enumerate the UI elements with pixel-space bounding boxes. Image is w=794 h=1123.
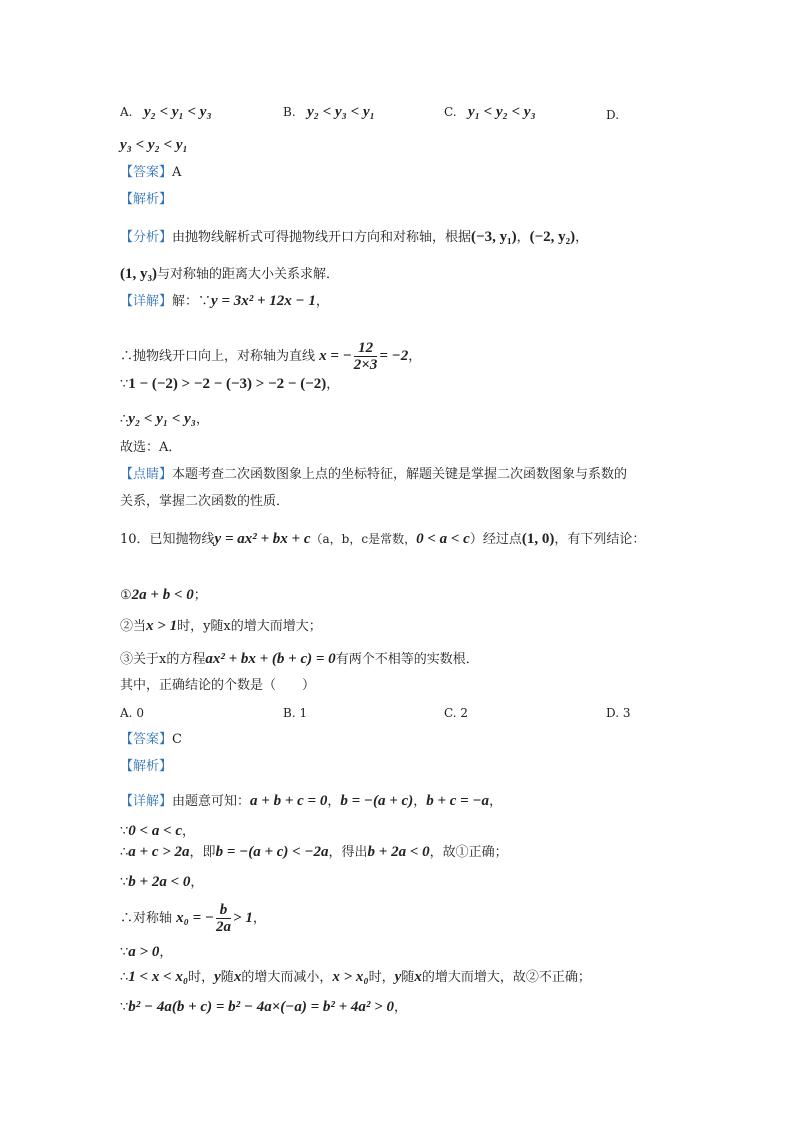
detail-math: b = −(a + c) < −2a — [215, 844, 329, 860]
conclusion-text: ②当 — [120, 619, 147, 634]
analysis-tag: 【解析】 — [120, 759, 173, 774]
option-label: A. — [120, 105, 133, 119]
option-math: y₃ < y₂ < y₁ — [120, 137, 188, 153]
q10-answer — [120, 731, 182, 749]
q9-option-a — [120, 104, 212, 121]
comment-text: 关系，掌握二次函数的性质． — [120, 494, 290, 509]
therefore-symbol: ∴ — [120, 970, 129, 985]
q9-comment-line1 — [120, 466, 627, 484]
detail-text: 时， — [188, 970, 215, 985]
q9-detail-line3 — [120, 375, 339, 394]
detail-text: 的增大而增大，故②不正确； — [421, 970, 591, 985]
detail-math: b = −(a + c) — [340, 793, 414, 809]
detail-math: x — [414, 969, 422, 985]
because-symbol: ∵ — [120, 875, 129, 890]
detail-math: 0 < a < c — [128, 823, 183, 839]
detail-math: y — [394, 969, 402, 985]
answer-value: C — [172, 732, 182, 747]
detail-text: 的增大而减小， — [241, 970, 333, 985]
q10-detail-line2 — [120, 822, 195, 841]
q10-analysis-heading — [120, 758, 172, 776]
detail-text: ，即 — [189, 845, 216, 860]
detail-math: a > 0 — [128, 944, 160, 960]
q10-option-a — [120, 706, 144, 720]
stem-text: ，有下列结论： — [554, 532, 646, 547]
q9-fenxi-line1 — [120, 228, 588, 247]
fraction-denominator: 2×3 — [353, 357, 378, 373]
detail-math: b + c = −a — [426, 793, 490, 809]
detail-math: x > x₀ — [332, 969, 369, 985]
q10-conclusion-1 — [120, 586, 207, 605]
option-label: B. — [283, 706, 296, 720]
stem-text: 10．已知抛物线 — [120, 532, 215, 547]
comment-tag: 【点睛】 — [120, 467, 173, 482]
separator: ， — [182, 824, 196, 839]
fraction-denominator: 2a — [216, 919, 232, 935]
q10-option-d — [606, 706, 630, 720]
separator: ， — [516, 230, 530, 245]
separator: ， — [408, 349, 422, 364]
option-label: C. — [444, 105, 457, 119]
option-value: 3 — [622, 706, 631, 720]
detail-text: 解：∵ — [172, 294, 212, 309]
separator: ， — [252, 911, 266, 926]
stem-point: (1, 0) — [521, 531, 555, 547]
q10-conclusion-2 — [120, 617, 322, 636]
q9-option-b — [283, 104, 375, 121]
detail-text: ∴对称轴 — [120, 911, 173, 926]
stem-equation: y = ax² + bx + c — [214, 531, 311, 547]
fenxi-text: 由抛物线解析式可得抛物线开口方向和对称轴，根据 — [172, 230, 472, 245]
q10-detail-line5 — [120, 898, 266, 939]
detail-text: 随 — [401, 970, 415, 985]
conclusion-math: x > 1 — [146, 618, 178, 634]
q10-stem — [120, 530, 645, 549]
conclusion-text: ； — [193, 588, 207, 603]
detail-math: a + b + c = 0 — [250, 793, 328, 809]
choose-text: 故选：A． — [120, 440, 182, 455]
detail-text: 随 — [220, 970, 234, 985]
option-value: 1 — [299, 706, 308, 720]
analysis-tag: 【解析】 — [120, 192, 173, 207]
q9-choose — [120, 439, 181, 457]
because-symbol: ∵ — [120, 945, 129, 960]
detail-text: 时， — [368, 970, 395, 985]
conclusion-text: 时，y随x的增大而增大； — [177, 619, 322, 634]
q10-option-b — [283, 706, 307, 720]
fraction-numerator: b — [216, 902, 231, 919]
separator: ， — [190, 875, 204, 890]
detail-text: ，故①正确； — [429, 845, 508, 860]
option-label: D. — [606, 108, 620, 122]
q10-detail-line4 — [120, 873, 203, 892]
point-2: (−2, y₂) — [529, 229, 576, 245]
answer-tag: 【答案】 — [120, 165, 173, 180]
detail-text: ∴抛物线开口向上，对称轴为直线 — [120, 349, 316, 364]
q9-option-d-label — [606, 108, 619, 122]
detail-math: a + c > 2a — [128, 844, 190, 860]
option-value: 0 — [136, 706, 144, 720]
separator: ， — [315, 294, 329, 309]
axis-rhs: = −2 — [379, 348, 409, 364]
axis-rhs: > 1 — [233, 910, 253, 926]
distance-inequality: 1 − (−2) > −2 − (−3) > −2 − (−2) — [128, 376, 327, 392]
answer-value: A — [172, 165, 182, 180]
therefore-symbol: ∴ — [120, 845, 129, 860]
detail-math: b + 2a < 0 — [128, 874, 191, 890]
option-math: y₂ < y₃ < y₁ — [307, 104, 375, 120]
result-inequality: y₂ < y₁ < y₃ — [128, 411, 197, 427]
q10-detail-line6 — [120, 943, 172, 962]
separator: ， — [326, 377, 340, 392]
detail-math: x — [233, 969, 242, 985]
q10-detail-line1 — [120, 792, 502, 811]
option-label: D. — [606, 706, 620, 720]
q10-question — [120, 677, 315, 695]
separator: ， — [159, 945, 173, 960]
option-math: y₁ < y₂ < y₃ — [468, 104, 536, 120]
option-value: 2 — [460, 706, 469, 720]
q10-detail-line7 — [120, 968, 591, 987]
axis-lhs: x₀ = − — [176, 910, 215, 926]
detail-text: ，得出 — [328, 845, 368, 860]
detail-math: y — [214, 969, 221, 985]
fenxi-tag: 【分析】 — [120, 230, 173, 245]
option-label: C. — [444, 706, 457, 720]
fenxi-text: 与对称轴的距离大小关系求解． — [157, 267, 340, 282]
q10-conclusion-3 — [120, 650, 479, 669]
comment-text: 本题考查二次函数图象上点的坐标特征，解题关键是掌握二次函数图象与系数的 — [172, 467, 628, 482]
parabola-equation: y = 3x² + 12x − 1 — [211, 293, 316, 309]
option-label: A. — [120, 706, 133, 720]
q10-detail-line3 — [120, 843, 508, 862]
axis-fraction — [216, 902, 231, 935]
answer-tag: 【答案】 — [120, 732, 173, 747]
q9-analysis-heading — [120, 191, 172, 209]
q9-detail-line4 — [120, 410, 209, 429]
stem-text: ）经过点 — [469, 532, 522, 547]
detail-math: 1 < x < x₀ — [128, 969, 189, 985]
detail-math: b + 2a < 0 — [367, 844, 430, 860]
stem-text: （a，b，c是常数， — [310, 532, 417, 546]
q9-option-c — [444, 104, 536, 121]
fraction-numerator: 12 — [354, 340, 378, 357]
because-symbol: ∵ — [120, 824, 129, 839]
conclusion-text: ③关于x的方程 — [120, 652, 206, 667]
separator: ， — [575, 230, 589, 245]
point-3: (1, y₃) — [120, 266, 157, 282]
separator: ， — [196, 412, 210, 427]
stem-condition: 0 < a < c — [416, 531, 470, 547]
axis-fraction — [354, 340, 378, 373]
q10-option-c — [444, 706, 468, 720]
detail-tag: 【详解】 — [120, 794, 173, 809]
conclusion-number: ① — [120, 588, 132, 603]
therefore-symbol: ∴ — [120, 412, 129, 427]
separator: ， — [489, 794, 503, 809]
q9-answer — [120, 164, 181, 182]
detail-tag: 【详解】 — [120, 294, 173, 309]
separator: ， — [413, 794, 427, 809]
option-label: B. — [283, 105, 296, 119]
q9-detail-line2 — [120, 336, 421, 377]
q9-fenxi-line2 — [120, 265, 339, 284]
question-text: 其中，正确结论的个数是（ ） — [120, 678, 316, 693]
separator: ， — [393, 1000, 407, 1015]
q10-detail-line8 — [120, 998, 407, 1017]
discriminant: b² − 4a(b + c) = b² − 4a×(−a) = b² + 4a² > 0 — [128, 999, 394, 1015]
separator: ， — [327, 794, 341, 809]
point-1: (−3, y₁) — [471, 229, 517, 245]
conclusion-math: ax² + bx + (b + c) = 0 — [205, 651, 336, 667]
detail-text: 由题意可知： — [172, 794, 251, 809]
conclusion-math: 2a + b < 0 — [131, 587, 194, 603]
because-symbol: ∵ — [120, 377, 129, 392]
q9-detail-line1 — [120, 292, 329, 311]
q9-option-d-math — [120, 136, 188, 155]
conclusion-text: 有两个不相等的实数根． — [335, 652, 479, 667]
q9-comment-line2 — [120, 493, 289, 511]
axis-lhs: x = − — [319, 348, 352, 364]
option-math: y₂ < y₁ < y₃ — [143, 104, 212, 120]
because-symbol: ∵ — [120, 1000, 129, 1015]
